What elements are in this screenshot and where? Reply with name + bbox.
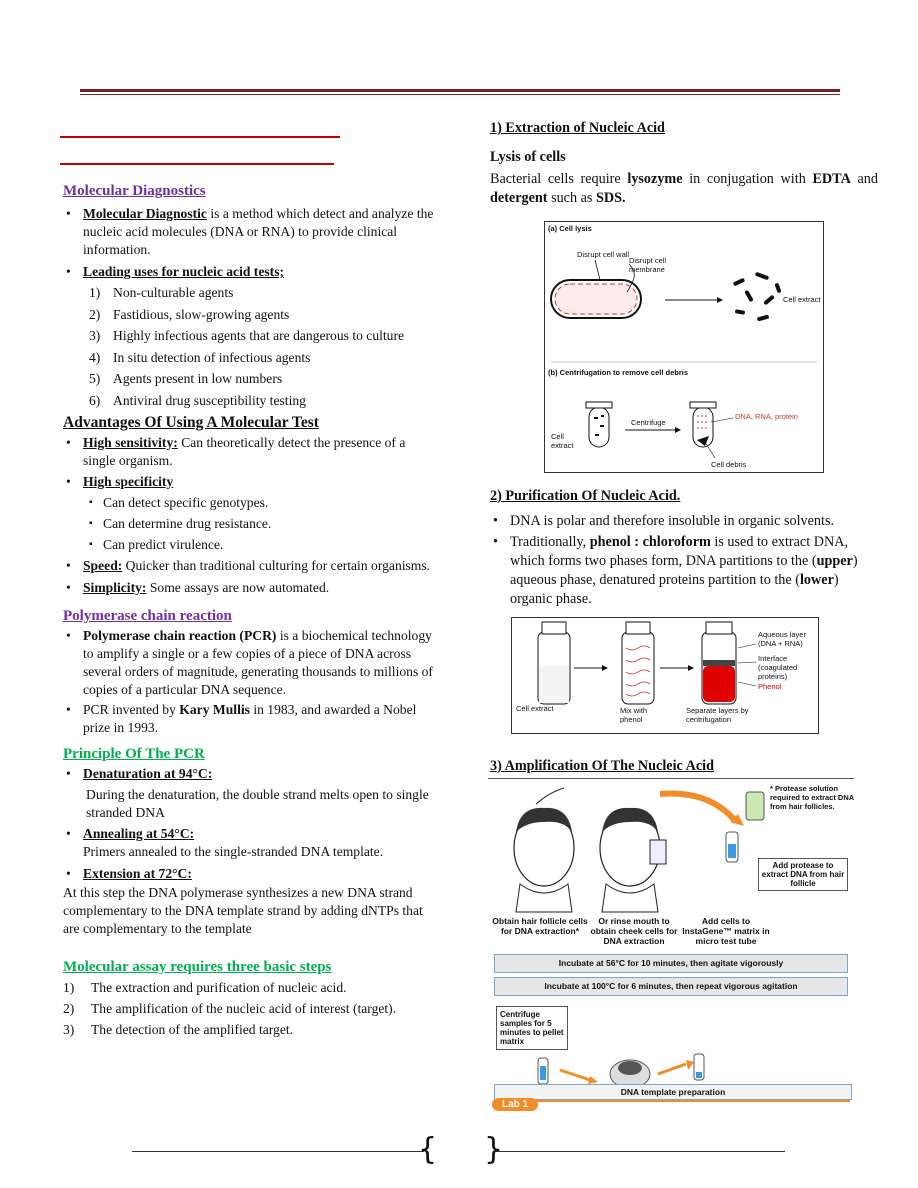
adv-specificity: • High specificity: [63, 473, 438, 491]
principle-heading: Principle Of The PCR: [63, 745, 205, 762]
fig1-wall-label: Disrupt cell wall: [577, 250, 630, 259]
fig1-extract-label: Cell extract: [783, 295, 821, 304]
steps-heading: Molecular assay requires three basic steps: [63, 958, 332, 975]
fig3-template-bar: DNA template preparation: [494, 1084, 852, 1100]
extraction-heading: 1) Extraction of Nucleic Acid: [490, 120, 665, 136]
list-item: 4) In situ detection of infectious agents: [89, 349, 311, 365]
annealing-term: • Annealing at 54°C:: [63, 825, 438, 843]
list-item: 5) Agents present in low numbers: [89, 371, 283, 386]
purification-bullet-2: • Traditionally, phenol : chloroform is used to extract DNA, which forms two phases form, DNA partitions to the (upper) aqueous phase, denatured proteins partition to the (lower) organic phase.: [490, 533, 878, 609]
adv-speed: • Speed: Quicker than traditional culturing for certain organisms.: [63, 557, 438, 575]
header-rule-thick: [80, 89, 840, 92]
cell-lysis-figure: [544, 221, 824, 473]
fig2-cell-extract-label: Cell extract: [516, 704, 554, 713]
extraction-section: [490, 119, 878, 208]
lysis-subheading: Lysis of cells: [490, 149, 566, 165]
fig1-a-label: (a) Cell lysis: [548, 224, 592, 233]
uses-list: [63, 284, 438, 410]
fig3-incubate-100: Incubate at 100°C for 6 minutes, then repeat vigorous agitation: [494, 977, 848, 996]
uses-heading: • Leading uses for nucleic acid tests;: [63, 263, 438, 281]
fig3-lab-badge: Lab 1: [492, 1098, 538, 1111]
list-item: ▪ Can determine drug resistance.: [63, 515, 438, 533]
phenol-extraction-figure: [511, 617, 819, 734]
fig2-aqueous-label: Aqueous layer (DNA + RNA): [758, 630, 806, 648]
footer-rule-left: [132, 1151, 424, 1152]
fig3-protease-note: * Protease solution required to extract DNA from hair follicles.: [770, 784, 854, 811]
fig1-centrifuge-label: Centrifuge: [631, 418, 666, 427]
extension-text: At this step the DNA polymerase synthesizes a new DNA strand complementary to the DNA template strand by adding dNTPs that are complementary to the template: [63, 884, 423, 936]
dna-prep-diagram: [490, 784, 856, 1110]
pcr-heading: Polymerase chain reaction: [63, 607, 232, 624]
left-column: [63, 182, 438, 1039]
pcr-inventor: • PCR invented by Kary Mullis in 1983, and awarded a Nobel prize in 1993.: [63, 701, 438, 737]
fig2-separate-label: Separate layers by centrifugation: [686, 706, 749, 724]
fig1-membrane-label: Disrupt cell membrane: [629, 256, 667, 274]
denaturation-term: • Denaturation at 94°C:: [63, 765, 438, 783]
list-item: ▪ Can predict virulence.: [63, 536, 438, 554]
red-rule-2: [60, 163, 334, 165]
footer-brace-right: }: [484, 1132, 504, 1167]
fig2-interface-label: Interface (coagulated proteins): [758, 654, 798, 681]
list-item: 1) Non-culturable agents: [89, 285, 234, 300]
fig2-phenol-label: Phenol: [758, 682, 782, 691]
list-item: 3) The detection of the amplified target.: [63, 1021, 294, 1037]
amplification-heading: 3) Amplification Of The Nucleic Acid: [490, 758, 714, 774]
molecular-diagnostics-heading: Molecular Diagnostics: [63, 183, 206, 199]
denaturation-text: During the denaturation, the double strand melts open to single stranded DNA: [86, 786, 429, 820]
purification-bullet-1: • DNA is polar and therefore insoluble in organic solvents.: [490, 512, 878, 531]
list-item: 1) The extraction and purification of nucleic acid.: [63, 979, 347, 995]
amplification-rule: [488, 778, 854, 779]
fig2-mix-label: Mix with phenol: [620, 706, 648, 724]
list-item: 3) Highly infectious agents that are dangerous to culture: [89, 328, 405, 343]
lysis-text: Bacterial cells require lysozyme in conjugation with EDTA and detergent such as SDS.: [490, 171, 878, 206]
fig1-cell-extract-label: Cell extract: [551, 432, 574, 450]
list-item: 6) Antiviral drug susceptibility testing: [89, 392, 306, 408]
adv-simplicity: • Simplicity: Some assays are now automated.: [63, 579, 438, 597]
adv-sensitivity: • High sensitivity: Can theoretically detect the presence of a single organism.: [63, 434, 438, 470]
fig1-b-label: (b) Centrifugation to remove cell debris: [548, 368, 689, 377]
fig3-centrifuge-box: Centrifuge samples for 5 minutes to pellet matrix: [496, 1006, 568, 1050]
list-item: ▪ Can detect specific genotypes.: [63, 494, 438, 512]
md-definition: • Molecular Diagnostic is a method which detect and analyze the nucleic acid molecules (DNA or RNA) to provide clinical information.: [63, 205, 438, 259]
fig3-add-protease: Add protease to extract DNA from hair follicle: [758, 858, 848, 891]
fig3-add-cells: Add cells to InstaGene™ matrix in micro test tube: [682, 916, 770, 946]
list-item: 2) Fastidious, slow-growing agents: [89, 306, 290, 322]
fig3-obtain-hair: Obtain hair follicle cells for DNA extraction*: [492, 916, 588, 936]
extension-term: • Extension at 72°C:: [63, 865, 438, 883]
purification-heading: 2) Purification Of Nucleic Acid.: [490, 488, 681, 504]
footer-brace-left: {: [418, 1132, 438, 1167]
dna-prep-figure: [490, 784, 856, 1110]
fig1-debris-label: Cell debris: [711, 460, 747, 469]
fig1-dna-label: DNA, RNA, protein: [735, 412, 798, 421]
cell-lysis-diagram: [545, 222, 823, 472]
red-rule-1: [60, 136, 340, 138]
list-item: 2) The amplification of the nucleic acid of interest (target).: [63, 1000, 397, 1016]
header-rule-thin: [80, 94, 840, 95]
annealing-text: Primers annealed to the single-stranded DNA template.: [83, 843, 384, 859]
fig3-rinse: Or rinse mouth to obtain cheek cells for DNA extraction: [590, 916, 678, 946]
footer-rule-right: [495, 1151, 785, 1152]
fig3-incubate-56: Incubate at 56°C for 10 minutes, then agitate vigorously: [494, 954, 848, 973]
advantages-heading: Advantages Of Using A Molecular Test: [63, 413, 319, 431]
pcr-definition: • Polymerase chain reaction (PCR) is a biochemical technology to amplify a single or a few copies of a piece of DNA across several orders of magnitude, generating thousands to millions of copies of a particular DNA sequence.: [63, 627, 438, 699]
purification-section: [490, 487, 878, 609]
